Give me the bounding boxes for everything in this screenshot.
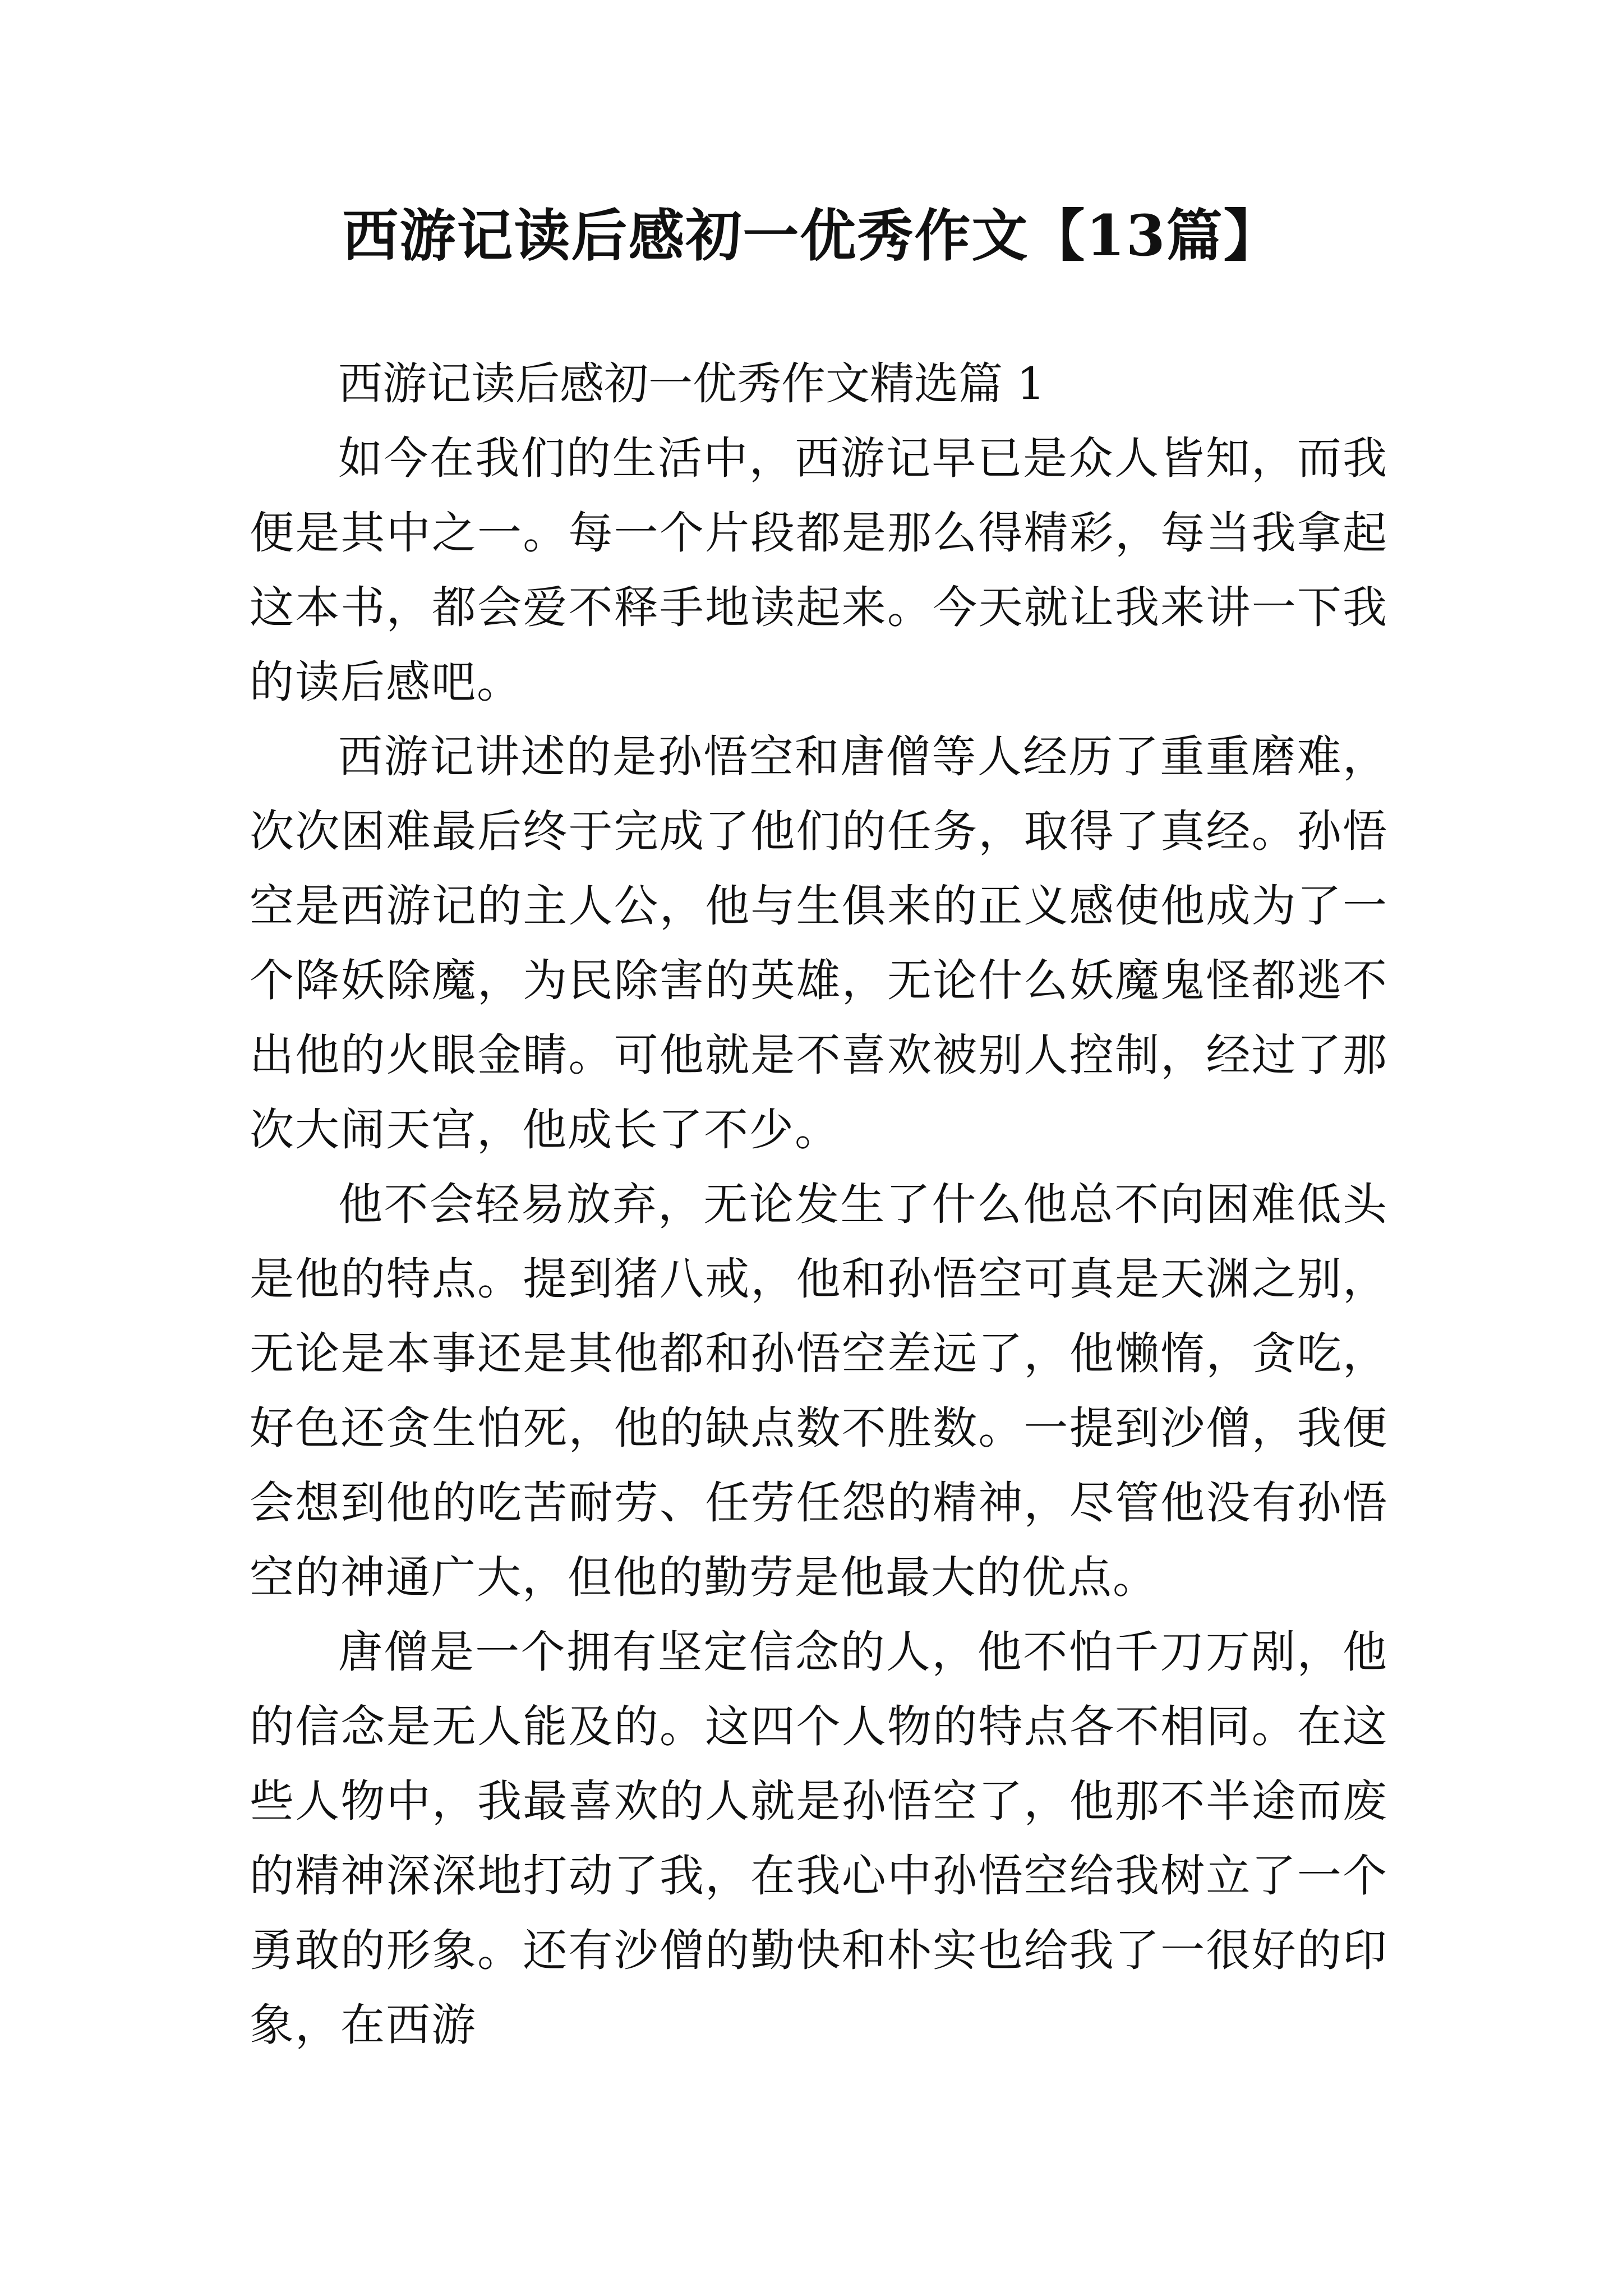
paragraph: 他不会轻易放弃，无论发生了什么他总不向困难低头是他的特点。提到猪八戒，他和孙悟空可真是天渊之别，无论是本事还是其他都和孙悟空差远了，他懒惰，贪吃，好色还贪生怕死，他的缺点数不胜数。一提到沙僧，我便会想到他的吃苦耐劳、任劳任怨的精神，尽管他没有孙悟空的神通广大，但他的勤劳是他最大的优点。 [250, 1179, 1388, 1603]
document-body [250, 347, 1388, 2063]
section-heading: 西游记读后感初一优秀作文精选篇 1 [338, 358, 1045, 409]
paragraph: 如今在我们的生活中，西游记早已是众人皆知，而我便是其中之一。每一个片段都是那么得精彩，每当我拿起这本书，都会爱不释手地读起来。今天就让我来讲一下我的读后感吧。 [250, 432, 1388, 708]
paragraph: 唐僧是一个拥有坚定信念的人，他不怕千刀万剐，他的信念是无人能及的。这四个人物的特点各不相同。在这些人物中，我最喜欢的人就是孙悟空了，他那不半途而废的精神深深地打动了我，在我心中孙悟空给我树立了一个勇敢的形象。还有沙僧的勤快和朴实也给我了一很好的印象，在西游 [250, 1626, 1388, 2051]
paragraph: 西游记讲述的是孙悟空和唐僧等人经历了重重磨难，次次困难最后终于完成了他们的任务，取得了真经。孙悟空是西游记的主人公，他与生俱来的正义感使他成为了一个降妖除魔，为民除害的英雄，无论什么妖魔鬼怪都逃不出他的火眼金睛。可他就是不喜欢被别人控制，经过了那次大闹天宫，他成长了不少。 [250, 731, 1388, 1156]
document-title: 西游记读后感初一优秀作文【13篇】 [342, 203, 1281, 269]
